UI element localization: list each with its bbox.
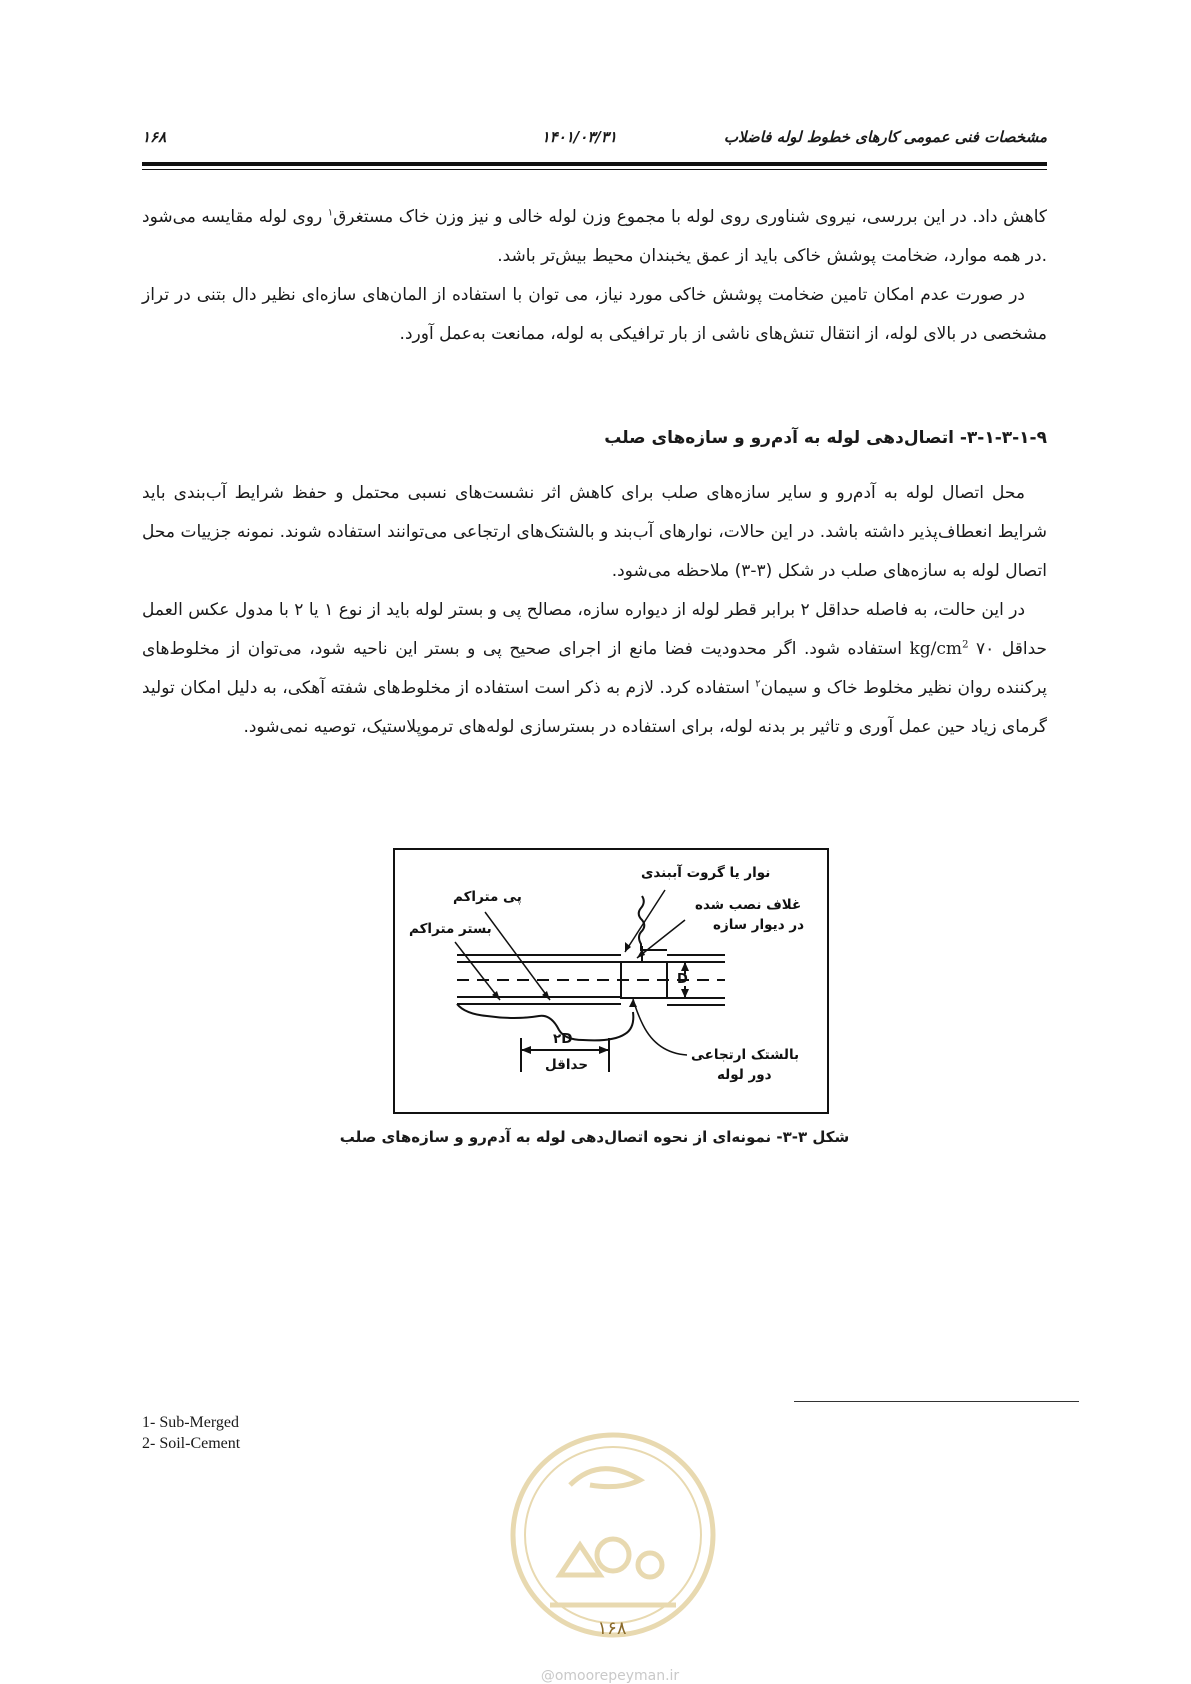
watermark-stamp-logo — [500, 1425, 726, 1645]
label-tape-grout: نوار یا گروت آببندی — [641, 865, 771, 881]
header-rule-thin — [142, 169, 1047, 170]
compacted-bedding-outline — [457, 1004, 633, 1040]
header-title: مشخصات فنی عمومی کارهای خطوط لوله فاضلاب — [723, 128, 1047, 146]
footnote-ref-2: ۲ — [755, 678, 761, 690]
figure-caption: شکل ۳-۳- نمونه‌ای از نحوه اتصال‌دهی لوله به آدم‌رو و سازه‌های صلب — [339, 1128, 850, 1146]
footnote-2: 2- Soil-Cement — [142, 1435, 241, 1452]
label-two-d: ۲D — [553, 1031, 573, 1047]
header-rule — [142, 162, 1047, 166]
paragraph-4 — [142, 591, 1047, 747]
unit-text: kg/cm — [909, 639, 963, 659]
footnote-1: 1- Sub-Merged — [142, 1414, 240, 1431]
stamp-page-number: ۱۶۸ — [597, 1618, 627, 1639]
label-sleeve-line1: غلاف نصب شده — [695, 897, 802, 913]
page-header — [142, 128, 1047, 150]
label-compacted-bedding: بستر متراکم — [409, 921, 492, 937]
body-text-main — [142, 474, 1047, 747]
paragraph-4-text-cont: استفاده شود. اگر محدودیت فضا مانع از اجرای صحیح پی و بستر این ناحیه شود، می‌توان از مخلوط‌های پرکننده روان نظیر مخلوط خاک و سیمان — [142, 639, 1047, 698]
unit-exponent: 2 — [962, 639, 969, 651]
label-cushion-line1: بالشتک ارتجاعی — [691, 1047, 800, 1063]
label-sleeve-line2: در دیوار سازه — [713, 917, 805, 933]
body-text-top — [142, 198, 1047, 354]
footnotes — [142, 1412, 240, 1454]
footnote-rule — [794, 1401, 1079, 1402]
leader-cushion — [633, 999, 687, 1055]
paragraph-4-text: در این حالت، به فاصله حداقل ۲ برابر قطر لوله از دیواره سازه، مصالح پی و بستر لوله باید از نوع ۱ یا ۲ با مدول عکس العمل حداقل ۷۰ — [142, 600, 1048, 659]
footnote-ref-1: ۱ — [327, 207, 334, 219]
leader-bedding — [455, 942, 500, 1000]
leader-tape — [625, 890, 665, 952]
label-compacted-base: پی متراکم — [453, 889, 522, 905]
paragraph-3: محل اتصال لوله به آدم‌رو و سایر سازه‌های صلب برای کاهش اثر نشست‌های نسبی محتمل و حفظ شرایط آب‌بندی باید شرایط انعطاف‌پذیر داشته باشد. در این حالات، نوارهای آب‌بند و بالشتک‌های ارتجاعی می‌توانند استفاده شوند. نمونه جزییات محل اتصال لوله به سازه‌های صلب در شکل (۳-۳) ملاحظه می‌شود. — [142, 483, 1047, 581]
header-date: ۱۴۰۱/۰۳/۳۱ — [541, 128, 617, 146]
paragraph-2: در صورت عدم امکان تامین ضخامت پوشش خاکی مورد نیاز، می توان با استفاده از المان‌های سازه‌ای نظیر دال بتنی در تراز مشخصی در بالای لوله، از انتقال تنش‌های ناشی از بار ترافیکی به لوله، ممانعت به‌عمل آورد. — [142, 285, 1047, 344]
label-diameter: D — [677, 972, 688, 987]
label-minimum: حداقل — [545, 1057, 589, 1073]
paragraph-1-text: کاهش داد. در این بررسی، نیروی شناوری روی لوله با مجموع وزن لوله خالی و نیز وزن خاک مستغرق — [333, 207, 1047, 227]
watermark-url: @omoorepeyman.ir — [540, 1668, 680, 1684]
section-heading: ۳-۱-۳-۱-۹- اتصال‌دهی لوله به آدم‌رو و سازه‌های صلب — [604, 428, 1047, 448]
label-cushion-line2: دور لوله — [717, 1067, 772, 1083]
figure-pipe-connection — [393, 848, 829, 1114]
paragraph-1-text-cont: روی لوله مقایسه می‌شود .در همه موارد، ضخامت پوشش خاکی باید از عمق یخبندان محیط بیش‌تر باشد. — [142, 207, 1047, 266]
unit-kg-cm — [910, 639, 969, 659]
paragraph-1 — [142, 198, 1047, 276]
paragraph-4-text-end: استفاده کرد. لازم به ذکر است استفاده از مخلوط‌های شفته آهکی، به دلیل امکان تولید گرمای زیاد حین عمل آوری و تاثیر بر بدنه لوله، برای استفاده در بسترسازی لوله‌های ترموپلاستیک، توصیه نمی‌شود. — [142, 678, 1047, 737]
header-page-number: ۱۶۸ — [142, 128, 167, 146]
